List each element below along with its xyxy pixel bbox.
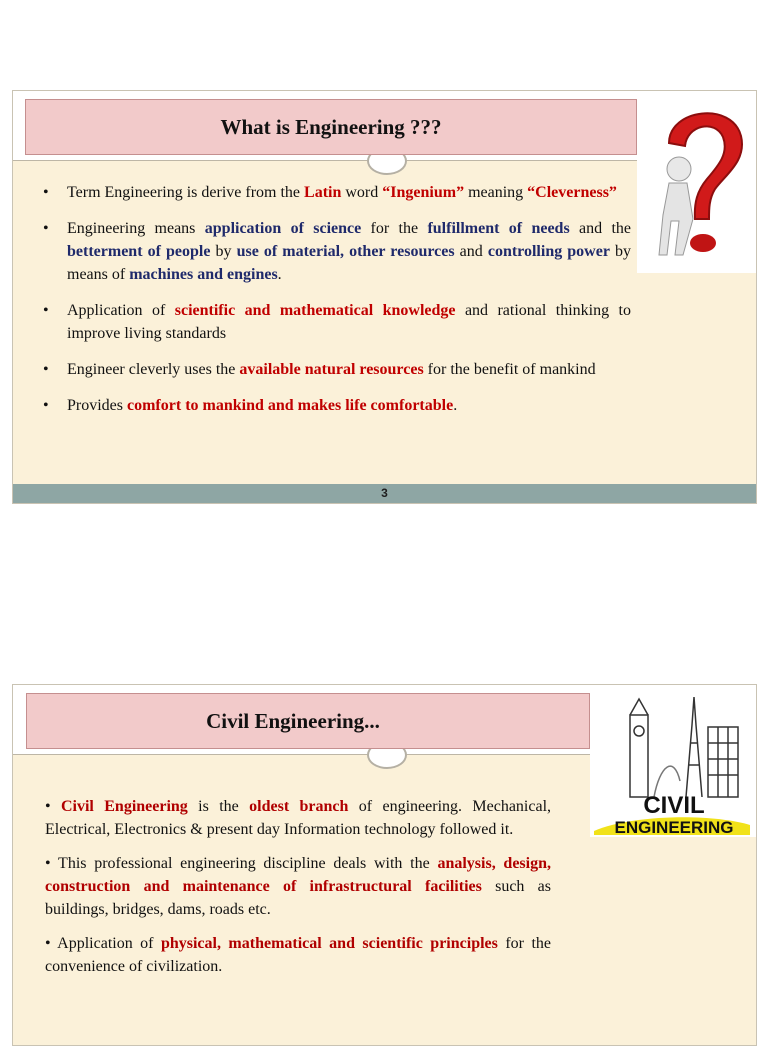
list-item: • Engineering means application of science for the fulfillment of needs and the betterment of people by use of material, other resources and controlling power by means of machines and engines. bbox=[43, 217, 631, 286]
slide-title: Civil Engineering... bbox=[206, 708, 380, 733]
slide-title-box bbox=[25, 99, 637, 155]
civil-engineering-logo bbox=[590, 685, 756, 837]
paragraph: • Civil Engineering is the oldest branch of engineering. Mechanical, Electrical, Electronics & present day Information technology followed it. bbox=[45, 798, 552, 838]
list-item: • Application of scientific and mathematical knowledge and rational thinking to improve living standards bbox=[43, 299, 631, 345]
logo-text-engineering: ENGINEERING bbox=[614, 818, 734, 837]
paragraph: • This professional engineering discipline deals with the analysis, design, construction and maintenance of infrastructural facilities such as buildings, bridges, dams, roads etc. bbox=[45, 855, 552, 918]
page-number: 3 bbox=[381, 486, 388, 500]
question-mark-figure-icon bbox=[637, 91, 756, 273]
paragraph-list bbox=[45, 795, 551, 989]
slide-footer bbox=[13, 484, 756, 503]
slide-title-box bbox=[26, 693, 590, 749]
paragraph: • Application of physical, mathematical and scientific principles for the convenience of civilization. bbox=[45, 935, 551, 975]
skyline-icon bbox=[630, 697, 738, 797]
bullet-list bbox=[43, 181, 631, 430]
slide-civil-engineering bbox=[12, 684, 757, 1046]
list-item: • Provides comfort to mankind and makes life comfortable. bbox=[43, 394, 631, 417]
slide-what-is-engineering bbox=[12, 90, 757, 504]
logo-text-civil: CIVIL bbox=[643, 792, 705, 819]
list-item: • Engineer cleverly uses the available natural resources for the benefit of mankind bbox=[43, 358, 631, 381]
list-item: • Term Engineering is derive from the Latin word “Ingenium” meaning “Cleverness” bbox=[43, 181, 631, 204]
slide-title: What is Engineering ??? bbox=[220, 114, 442, 139]
